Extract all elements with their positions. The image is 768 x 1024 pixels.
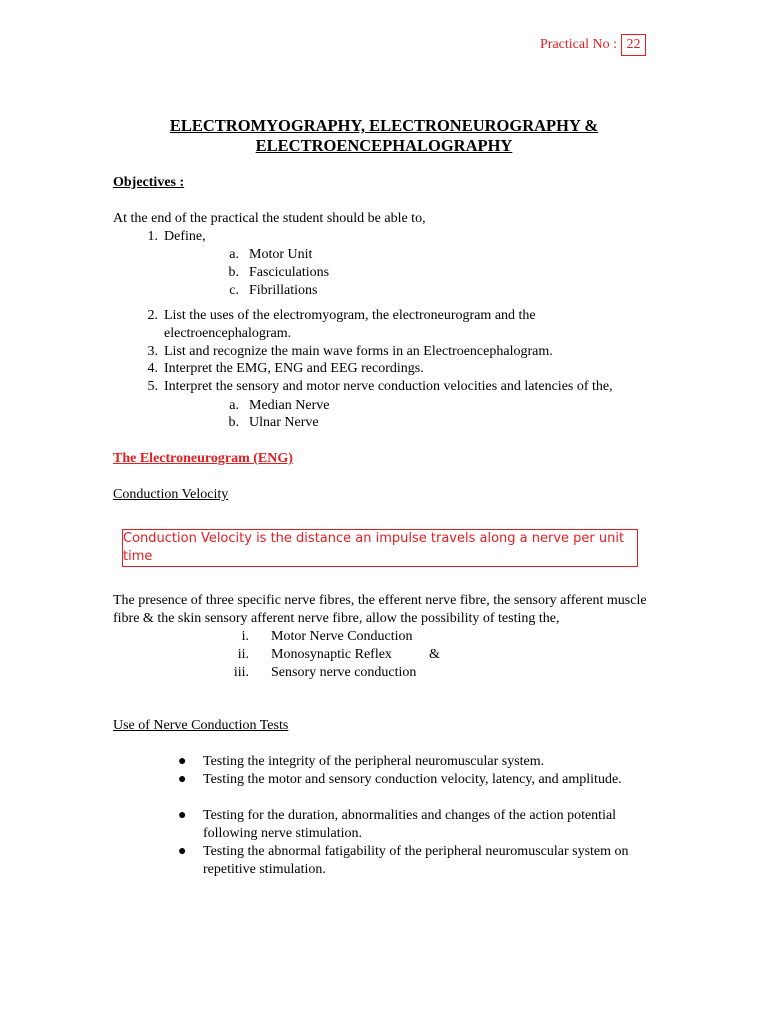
conduction-velocity-heading: Conduction Velocity bbox=[113, 487, 229, 502]
bullet-text: Testing for the duration, abnormalities and changes of the action potential following nerve stimulation. bbox=[203, 808, 617, 841]
list-item bbox=[178, 753, 658, 771]
list-item bbox=[178, 807, 658, 843]
nerve-subitem bbox=[222, 397, 329, 415]
page-title bbox=[0, 116, 768, 156]
subitem-letter: a. bbox=[229, 398, 239, 413]
test-text: Monosynaptic Reflex bbox=[271, 647, 392, 662]
presence-paragraph: The presence of three specific nerve fibres, the efferent nerve fibre, the sensory afferent muscle fibre & the skin sensory afferent nerve fibre, allow the possibility of testing the, bbox=[113, 593, 647, 626]
subitem-text: Fibrillations bbox=[249, 283, 318, 298]
bullet-icon: ● bbox=[178, 844, 187, 859]
subitem-text: Median Nerve bbox=[249, 398, 330, 413]
practical-label: Practical No : bbox=[540, 37, 617, 52]
objective-item bbox=[113, 360, 653, 378]
title-line-2: ELECTROENCEPHALOGRAPHY bbox=[255, 136, 513, 155]
subitem-letter: c. bbox=[229, 283, 239, 298]
practical-number-header bbox=[540, 34, 646, 56]
objective-text: Define, bbox=[164, 229, 206, 244]
bullet-icon: ● bbox=[178, 808, 187, 823]
objectives-heading: Objectives : bbox=[113, 175, 185, 190]
bullet-icon: ● bbox=[178, 754, 187, 769]
objective-text: Interpret the EMG, ENG and EEG recordings. bbox=[164, 361, 424, 376]
test-text: Sensory nerve conduction bbox=[271, 665, 417, 680]
test-item bbox=[222, 646, 392, 664]
subitem-text: Ulnar Nerve bbox=[249, 415, 319, 430]
objective-number: 2. bbox=[147, 308, 158, 323]
nerve-subitem bbox=[222, 414, 319, 432]
use-of-tests-heading: Use of Nerve Conduction Tests bbox=[113, 718, 289, 733]
objective-text: List the uses of the electromyogram, the electroneurogram and the electroencephalogram. bbox=[164, 308, 536, 341]
define-subitem bbox=[222, 246, 312, 264]
test-item bbox=[222, 628, 413, 646]
test-item bbox=[222, 664, 416, 682]
title-line-1: ELECTROMYOGRAPHY, ELECTRONEUROGRAPHY & bbox=[169, 116, 599, 135]
bullet-text: Testing the integrity of the peripheral neuromuscular system. bbox=[203, 754, 545, 769]
define-subitem bbox=[222, 264, 329, 282]
objective-item bbox=[113, 378, 653, 396]
objectives-intro: At the end of the practical the student should be able to, bbox=[113, 211, 426, 226]
objective-number: 3. bbox=[147, 344, 158, 359]
objective-text: List and recognize the main wave forms in an Electroencephalogram. bbox=[164, 344, 553, 359]
objective-number: 5. bbox=[147, 379, 158, 394]
definition-text: Conduction Velocity is the distance an impulse travels along a nerve per unit time bbox=[123, 531, 625, 564]
bullet-icon: ● bbox=[178, 772, 187, 787]
test-numeral: ii. bbox=[237, 647, 249, 662]
test-numeral: i. bbox=[241, 629, 249, 644]
define-subitem bbox=[222, 282, 317, 300]
bullet-text: Testing the motor and sensory conduction velocity, latency, and amplitude. bbox=[203, 772, 622, 787]
subitem-letter: b. bbox=[228, 265, 239, 280]
list-item bbox=[178, 843, 658, 879]
definition-box bbox=[122, 529, 638, 567]
objective-item bbox=[113, 307, 653, 343]
objective-item bbox=[113, 343, 653, 361]
objective-item bbox=[113, 228, 653, 246]
practical-number-box: 22 bbox=[621, 34, 646, 56]
objective-number: 1. bbox=[147, 229, 158, 244]
test-text: Motor Nerve Conduction bbox=[271, 629, 413, 644]
bullet-text: Testing the abnormal fatigability of the peripheral neuromuscular system on repetitive stimulation. bbox=[203, 844, 629, 877]
ampersand: & bbox=[429, 647, 440, 662]
list-item bbox=[178, 771, 658, 789]
eng-heading: The Electroneurogram (ENG) bbox=[113, 451, 293, 466]
objective-text: Interpret the sensory and motor nerve conduction velocities and latencies of the, bbox=[164, 379, 613, 394]
subitem-letter: a. bbox=[229, 247, 239, 262]
subitem-letter: b. bbox=[228, 415, 239, 430]
objective-number: 4. bbox=[147, 361, 158, 376]
subitem-text: Motor Unit bbox=[249, 247, 313, 262]
test-numeral: iii. bbox=[233, 665, 249, 680]
subitem-text: Fasciculations bbox=[249, 265, 330, 280]
